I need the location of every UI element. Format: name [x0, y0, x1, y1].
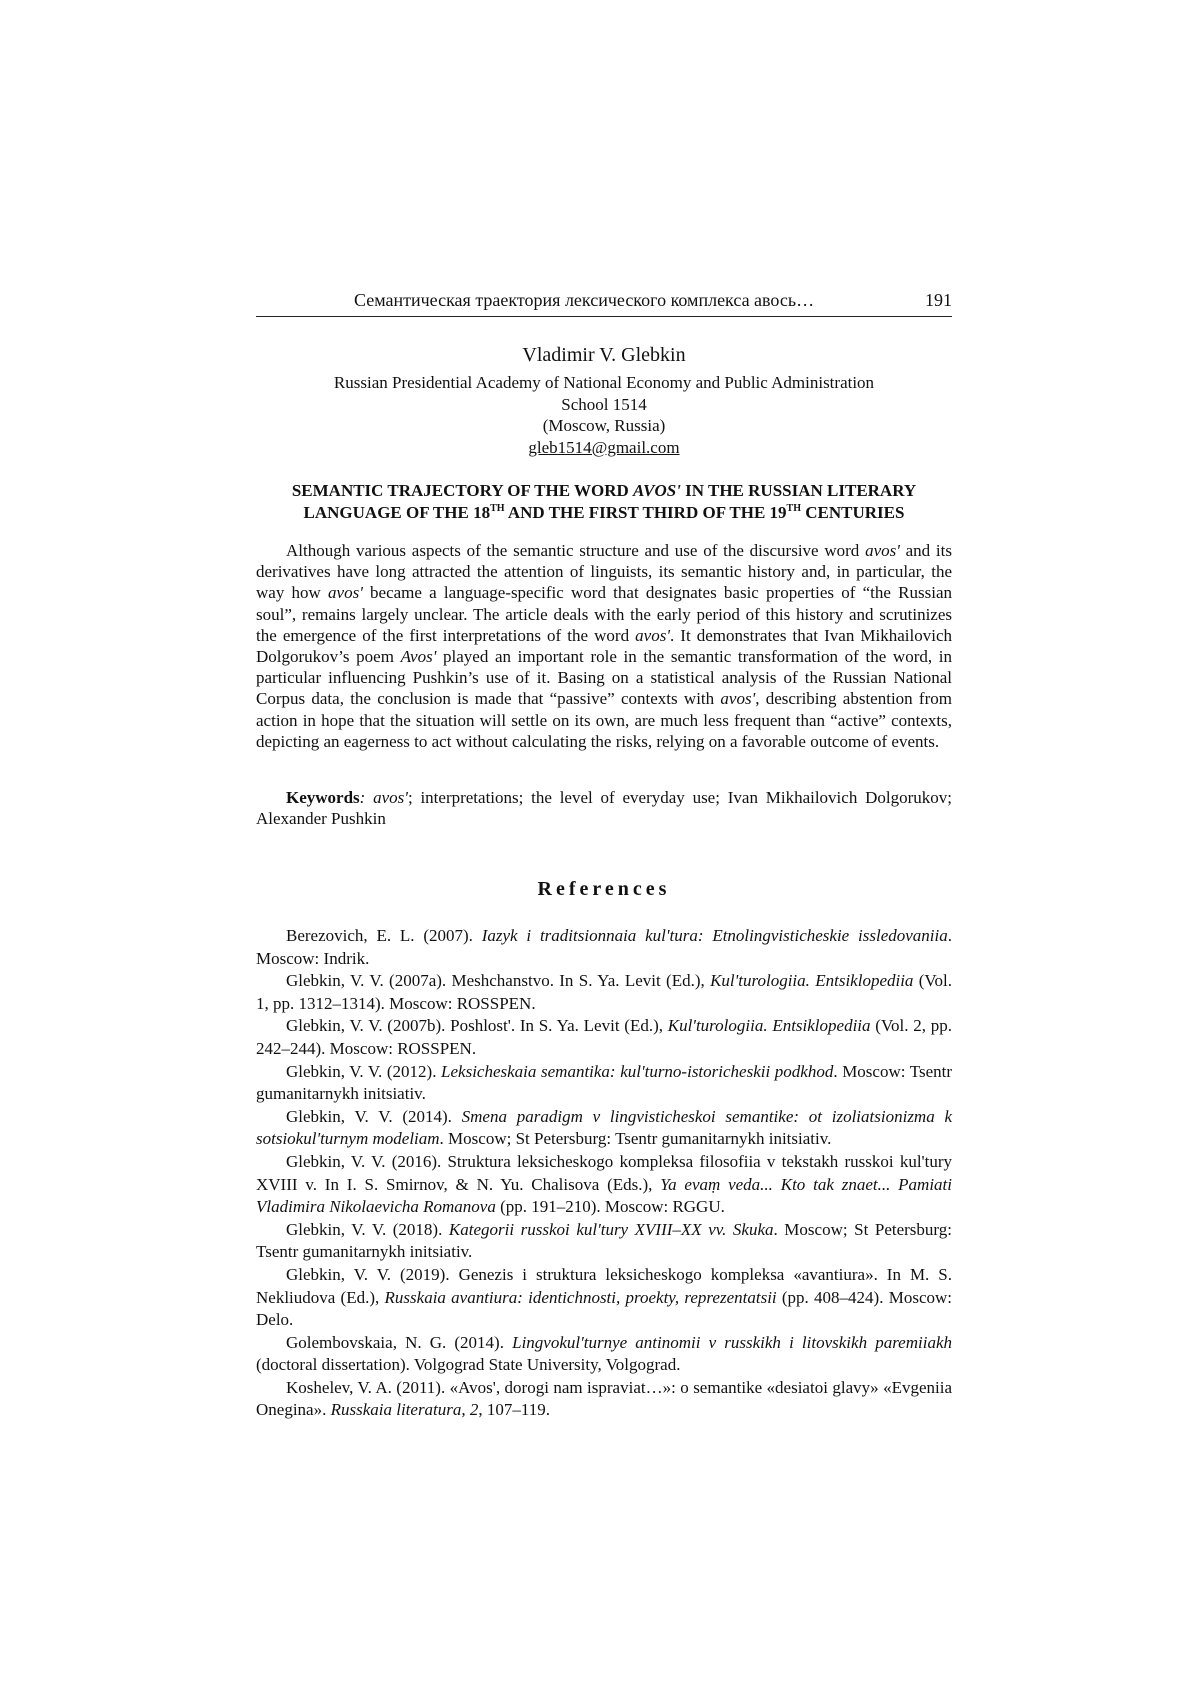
reference-item: Glebkin, V. V. (2019). Genezis i struktura leksicheskogo kompleksa «avantiura». In M. S. Nekliudova (Ed.), Russkaia avantiura: identichnosti, proekty, reprezentatsii (pp. 408–424). Moscow: Delo.: [256, 1264, 952, 1330]
article-title: [256, 480, 952, 524]
reference-item: Golembovskaia, N. G. (2014). Lingvokul'turnye antinomii v russkikh i litovskikh paremiiakh (doctoral dissertation). Volgograd State University, Volgograd.: [256, 1332, 952, 1375]
reference-item: Glebkin, V. V. (2018). Kategorii russkoi kul'tury XVIII–XX vv. Skuka. Moscow; St Petersburg: Tsentr gumanitarnykh initsiativ.: [256, 1219, 952, 1262]
reference-item: Glebkin, V. V. (2016). Struktura leksicheskogo kompleksa filosofiia v tekstakh russkoi kul'tury XVIII v. In I. S. Smirnov, & N. Yu. Chalisova (Eds.), Ya evaṃ veda... Kto tak znaet... Pamiati Vladimira Nikolaevicha Romanova (pp. 191–210). Moscow: RGGU.: [256, 1151, 952, 1217]
abstract: Although various aspects of the semantic structure and use of the discursive word avos' and its derivatives have long attracted the attention of linguists, its semantic history and, in particular, the way how avos' became a language-specific word that designates basic properties of “the Russian soul”, remains largely unclear. The article deals with the early period of this history and scrutinizes the emergence of the first interpretations of the word avos'. It demonstrates that Ivan Mikhailovich Dolgorukov’s poem Avos' played an important role in the semantic transformation of the word, in particular influencing Pushkin’s use of it. Basing on a statistical analysis of the Russian National Corpus data, the conclusion is made that “passive” contexts with avos', describing abstention from action in hope that the situation will settle on its own, are much less frequent than “active” contexts, depicting an eagerness to act without calculating the risks, relying on a favorable outcome of events.: [256, 541, 952, 751]
reference-item: Koshelev, V. A. (2011). «Avos', dorogi nam ispraviat…»: o semantike «desiatoi glavy» «Evgeniia Onegina». Russkaia literatura, 2, 107–119.: [256, 1377, 952, 1420]
article-title-line-2: LANGUAGE OF THE 18TH AND THE FIRST THIRD OF THE 19TH CENTURIES: [303, 503, 905, 522]
keywords-label: Keywords: [286, 788, 360, 807]
affiliation-academy: Russian Presidential Academy of National Economy and Public Administration: [333, 373, 875, 392]
affiliation-school: School 1514: [561, 394, 647, 414]
author-email-link[interactable]: gleb1514@gmail.com: [528, 437, 680, 457]
reference-item: Berezovich, E. L. (2007). Iazyk i traditsionnaia kul'tura: Etnolingvisticheskie issledovaniia. Moscow: Indrik.: [256, 926, 952, 968]
reference-item: Glebkin, V. V. (2014). Smena paradigm v lingvisticheskoi semantike: ot izoliatsionizma k sotsiokul'turnym modeliam. Moscow; St Petersburg: Tsentr gumanitarnykh initsiativ.: [256, 1106, 952, 1149]
keywords: Keywords: avos'; interpretations; the level of everyday use; Ivan Mikhailovich Dolgorukov; Alexander Pushkin: [256, 788, 952, 829]
references-heading: References: [537, 878, 671, 900]
running-header: [256, 290, 952, 317]
running-title: Семантическая траектория лексического комплекса авось…: [354, 290, 815, 310]
page-number: 191: [925, 290, 952, 310]
author-name: Vladimir V. Glebkin: [522, 344, 686, 366]
reference-item: Glebkin, V. V. (2007a). Meshchanstvo. In S. Ya. Levit (Ed.), Kul'turologiia. Entsiklopediia (Vol. 1, pp. 1312–1314). Moscow: ROSSPEN.: [256, 971, 952, 1013]
reference-list: [256, 925, 952, 1422]
reference-item: Glebkin, V. V. (2012). Leksicheskaia semantika: kul'turno-istoricheskii podkhod. Moscow: Tsentr gumanitarnykh initsiativ.: [256, 1061, 953, 1104]
author-location: (Moscow, Russia): [542, 416, 666, 435]
author-block: [256, 342, 952, 458]
article-title-line-1: SEMANTIC TRAJECTORY OF THE WORD AVOS' IN THE RUSSIAN LITERARY: [291, 481, 917, 500]
reference-item: Glebkin, V. V. (2007b). Poshlost'. In S. Ya. Levit (Ed.), Kul'turologiia. Entsiklopediia (Vol. 2, pp. 242–244). Moscow: ROSSPEN.: [256, 1016, 952, 1058]
